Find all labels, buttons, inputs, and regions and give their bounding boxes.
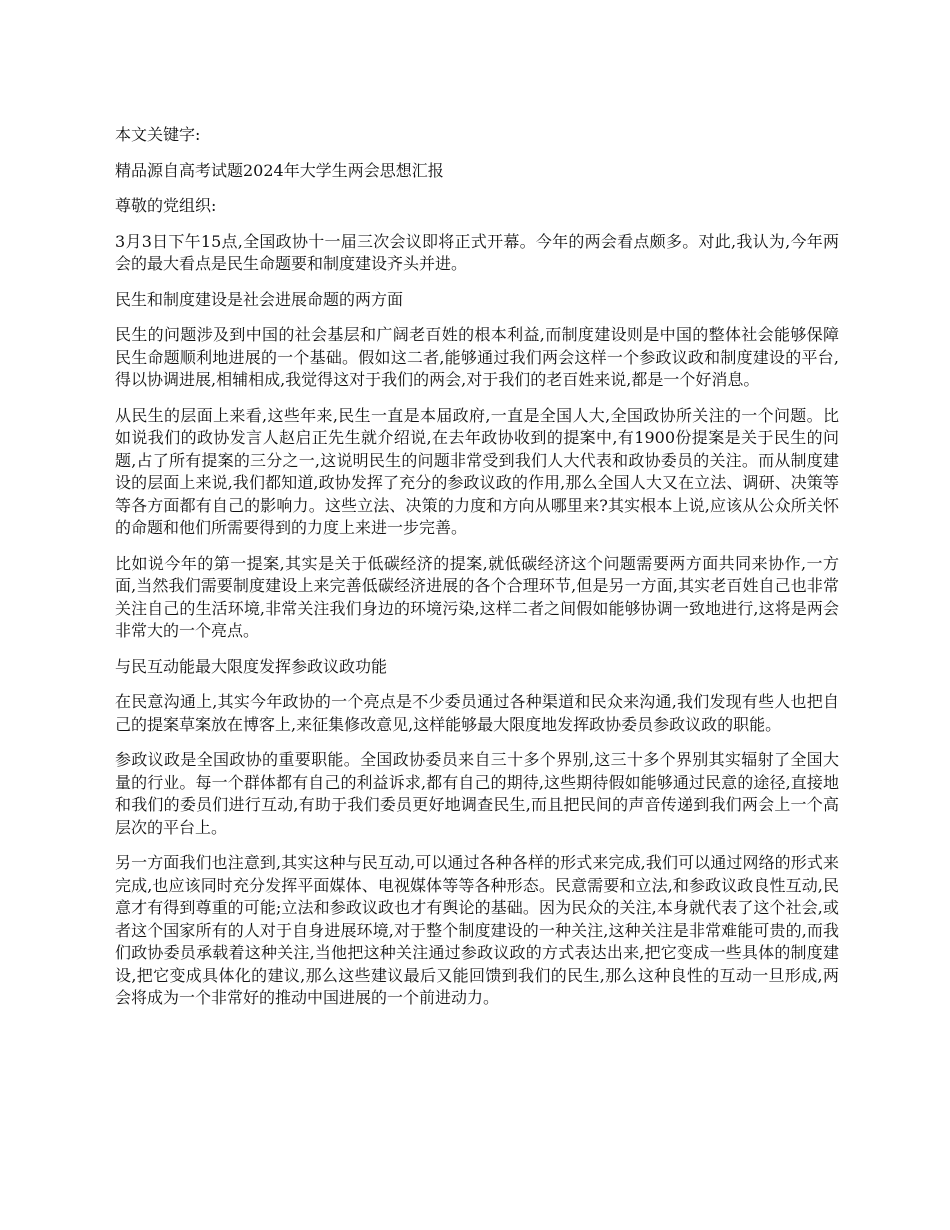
paragraph-body: 在民意沟通上,其实今年政协的一个亮点是不少委员通过各种渠道和民众来沟通,我们发现有些人也把自己的提案草案放在博客上,来征集修改意见,这样能够最大限度地发挥政协委员参政议政的职能。 <box>115 692 839 734</box>
paragraph-body: 从民生的层面上来看,这些年来,民生一直是本届政府,一直是全国人大,全国政协所关注的一个问题。比如说我们的政协发言人赵启正先生就介绍说,在去年政协收到的提案中,有1900份提案是关于民生的问题,占了所有提案的三分之一,这说明民生的问题非常受到我们人大代表和政协委员的关注。而从制度建设的层面上来说,我们都知道,政协发挥了充分的参政议政的作用,那么全国人大又在立法、调研、决策等等各方面都有自己的影响力。这些立法、决策的力度和方向从哪里来?其实根本上说,应该从公众所关怀的命题和他们所需要得到的力度上来进一步完善。 <box>115 405 839 537</box>
salutation: 尊敬的党组织: <box>115 196 217 215</box>
paragraph-body: 参政议政是全国政协的重要职能。全国政协委员来自三十多个界别,这三十多个界别其实辐射了全国大量的行业。每一个群体都有自己的利益诉求,都有自己的期待,这些期待假如能够通过民意的途径,直接地和我们的委员们进行互动,有助于我们委员更好地调查民生,而且把民间的声音传递到我们两会上一个高层次的平台上。 <box>115 750 839 837</box>
paragraph-body: 民生的问题涉及到中国的社会基层和广阔老百姓的根本利益,而制度建设则是中国的整体社会能够保障民生命题顺利地进展的一个基础。假如这二者,能够通过我们两会这样一个参政议政和制度建设的平台,得以协调进展,相辅相成,我觉得这对于我们的两会,对于我们的老百姓来说,都是一个好消息。 <box>115 325 839 389</box>
section-heading-2: 与民互动能最大限度发挥参政议政功能 <box>115 656 388 676</box>
keywords-label: 本文关键字: <box>115 125 201 144</box>
paragraph-opening: 3月3日下午15点,全国政协十一届三次会议即将正式开幕。今年的两会看点颇多。对此,我认为,今年两会的最大看点是民生命题要和制度建设齐头并进。 <box>115 231 839 273</box>
section-heading-1: 民生和制度建设是社会进展命题的两方面 <box>115 289 404 309</box>
document-title: 精品源自高考试题2024年大学生两会思想汇报 <box>115 160 444 180</box>
paragraph-body: 比如说今年的第一提案,其实是关于低碳经济的提案,就低碳经济这个问题需要两方面共同来协作,一方面,当然我们需要制度建设上来完善低碳经济进展的各个合理环节,但是另一方面,其实老百姓自己也非常关注自己的生活环境,非常关注我们身边的环境污染,这样二者之间假如能够协调一致地进行,这将是两会非常大的一个亮点。 <box>115 553 839 640</box>
paragraph-body: 另一方面我们也注意到,其实这种与民互动,可以通过各种各样的形式来完成,我们可以通过网络的形式来完成,也应该同时充分发挥平面媒体、电视媒体等等各种形态。民意需要和立法,和参政议政良性互动,民意才有得到尊重的可能;立法和参政议政也才有舆论的基础。因为民众的关注,本身就代表了这个社会,或者这个国家所有的人对于自身进展环境,对于整个制度建设的一种关注,这种关注是非常难能可贵的,而我们政协委员承载着这种关注,当他把这种关注通过参政议政的方式表达出来,把它变成一些具体的制度建设,把它变成具体化的建议,那么这些建议最后又能回馈到我们的民生,那么这种良性的互动一旦形成,两会将成为一个非常好的推动中国进展的一个前进动力。 <box>115 853 839 1007</box>
document-page <box>115 124 839 1023</box>
